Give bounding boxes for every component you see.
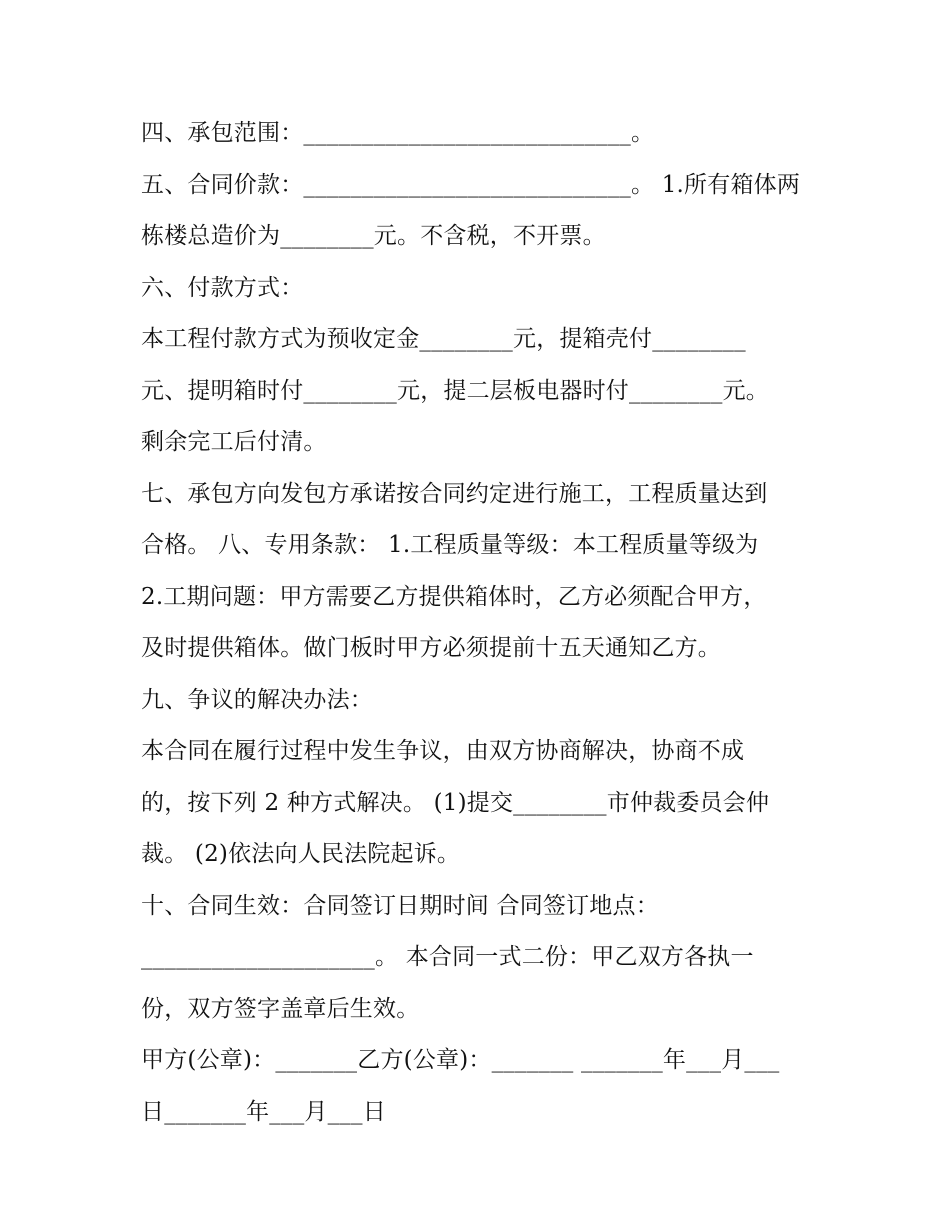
signature-line-1: 甲方(公章)：_______乙方(公章)：_______ _______年___月___ xyxy=(141,1047,780,1073)
contract-copies-line: ____________________。 本合同一式二份：甲乙双方各执一 xyxy=(141,944,754,970)
section-7-quality-line: 七、承包方向发包方承诺按合同约定进行施工，工程质量达到 xyxy=(141,480,768,507)
contract-text-body xyxy=(141,108,821,1138)
section-6-payment-heading: 六、付款方式： xyxy=(141,274,304,301)
section-8-special-terms-line: 合格。 八、专用条款： 1.工程质量等级：本工程质量等级为 xyxy=(141,532,759,558)
section-4-scope-line: 四、承包范围：____________________________。 xyxy=(141,120,655,146)
effective-condition-line: 份，双方签字盖章后生效。 xyxy=(141,995,420,1022)
payment-terms-line-3: 剩余完工后付清。 xyxy=(141,429,327,455)
payment-terms-line-2: 元、提明箱时付________元，提二层板电器时付________元。 xyxy=(141,377,769,404)
schedule-clause-line-1: 2.工期问题：甲方需要乙方提供箱体时，乙方必须配合甲方， xyxy=(141,583,767,610)
section-10-effect-line: 十、合同生效：合同签订日期时间 合同签订地点： xyxy=(141,892,659,919)
dispute-clause-line-1: 本合同在履行过程中发生争议，由双方协商解决，协商不成 xyxy=(141,738,745,764)
schedule-clause-line-2: 及时提供箱体。做门板时甲方必须提前十五天通知乙方。 xyxy=(141,635,721,661)
section-9-dispute-heading: 九、争议的解决办法： xyxy=(141,686,373,713)
total-price-line: 栋楼总造价为________元。不含税，不开票。 xyxy=(141,223,606,249)
signature-line-2: 日_______年___月___日 xyxy=(141,1098,386,1125)
section-5-price-line: 五、合同价款：____________________________。 1.所有箱体两 xyxy=(141,171,801,198)
dispute-clause-line-2: 的，按下列 2 种方式解决。 (1)提交________市仲裁委员会仲 xyxy=(141,789,770,816)
dispute-clause-line-3: 裁。 (2)依法向人民法院起诉。 xyxy=(141,841,461,867)
payment-terms-line-1: 本工程付款方式为预收定金________元，提箱壳付________ xyxy=(141,326,746,352)
